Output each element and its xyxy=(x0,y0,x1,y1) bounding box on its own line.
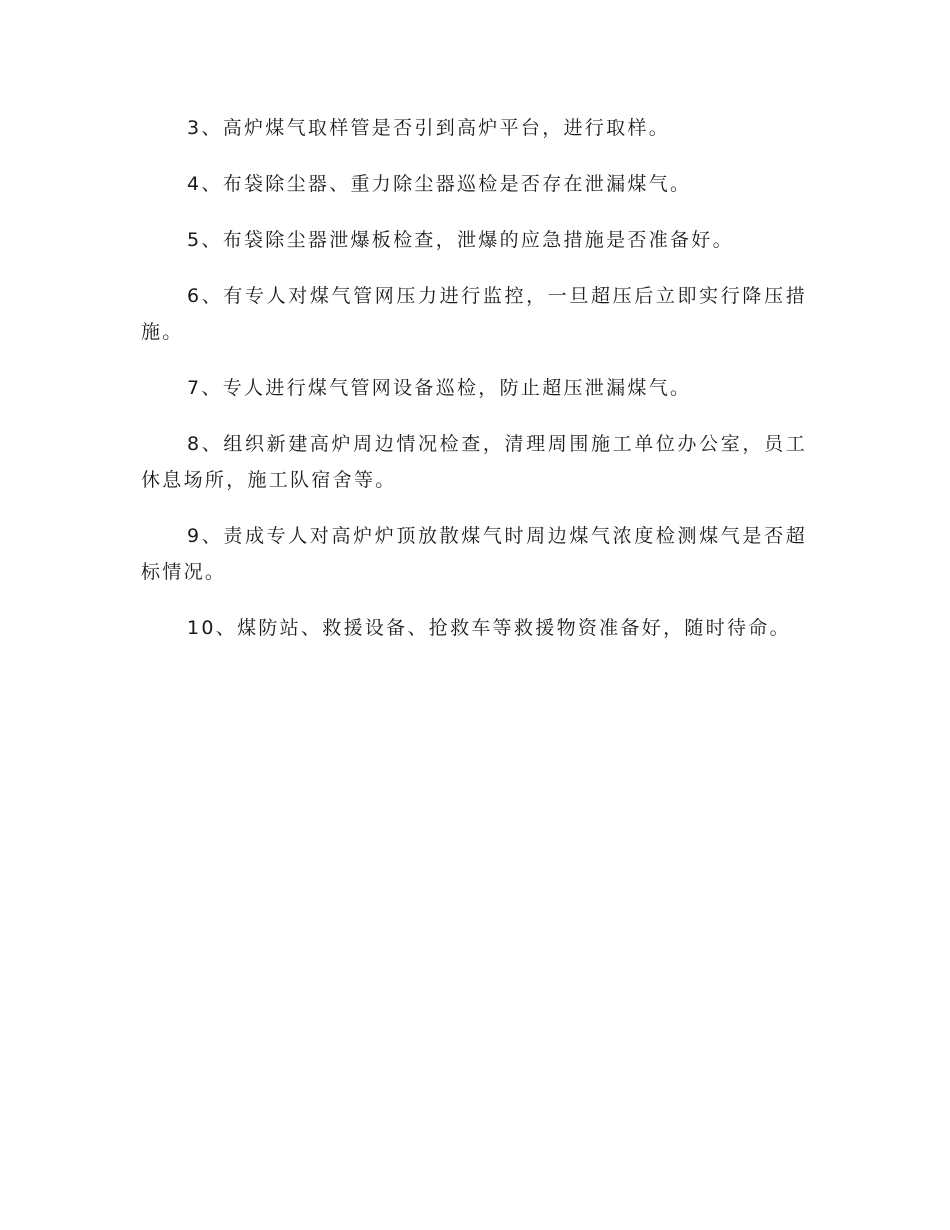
document-body xyxy=(141,110,807,666)
paragraph-item-6: 6、有专人对煤气管网压力进行监控，一旦超压后立即实行降压措施。 xyxy=(141,285,807,343)
paragraph-item-5: 5、布袋除尘器泄爆板检查，泄爆的应急措施是否准备好。 xyxy=(187,229,734,251)
paragraph-item-4: 4、布袋除尘器、重力除尘器巡检是否存在泄漏煤气。 xyxy=(187,173,692,195)
paragraph-item-8: 8、组织新建高炉周边情况检查，清理周围施工单位办公室，员工休息场所，施工队宿舍等。 xyxy=(141,433,807,491)
paragraph-item-10: 10、煤防站、救援设备、抢救车等救援物资准备好，随时待命。 xyxy=(187,617,791,639)
paragraph-item-3: 3、高炉煤气取样管是否引到高炉平台，进行取样。 xyxy=(187,117,670,139)
paragraph-item-9: 9、责成专人对高炉炉顶放散煤气时周边煤气浓度检测煤气是否超标情况。 xyxy=(141,525,807,583)
paragraph-item-7: 7、专人进行煤气管网设备巡检，防止超压泄漏煤气。 xyxy=(187,377,692,399)
